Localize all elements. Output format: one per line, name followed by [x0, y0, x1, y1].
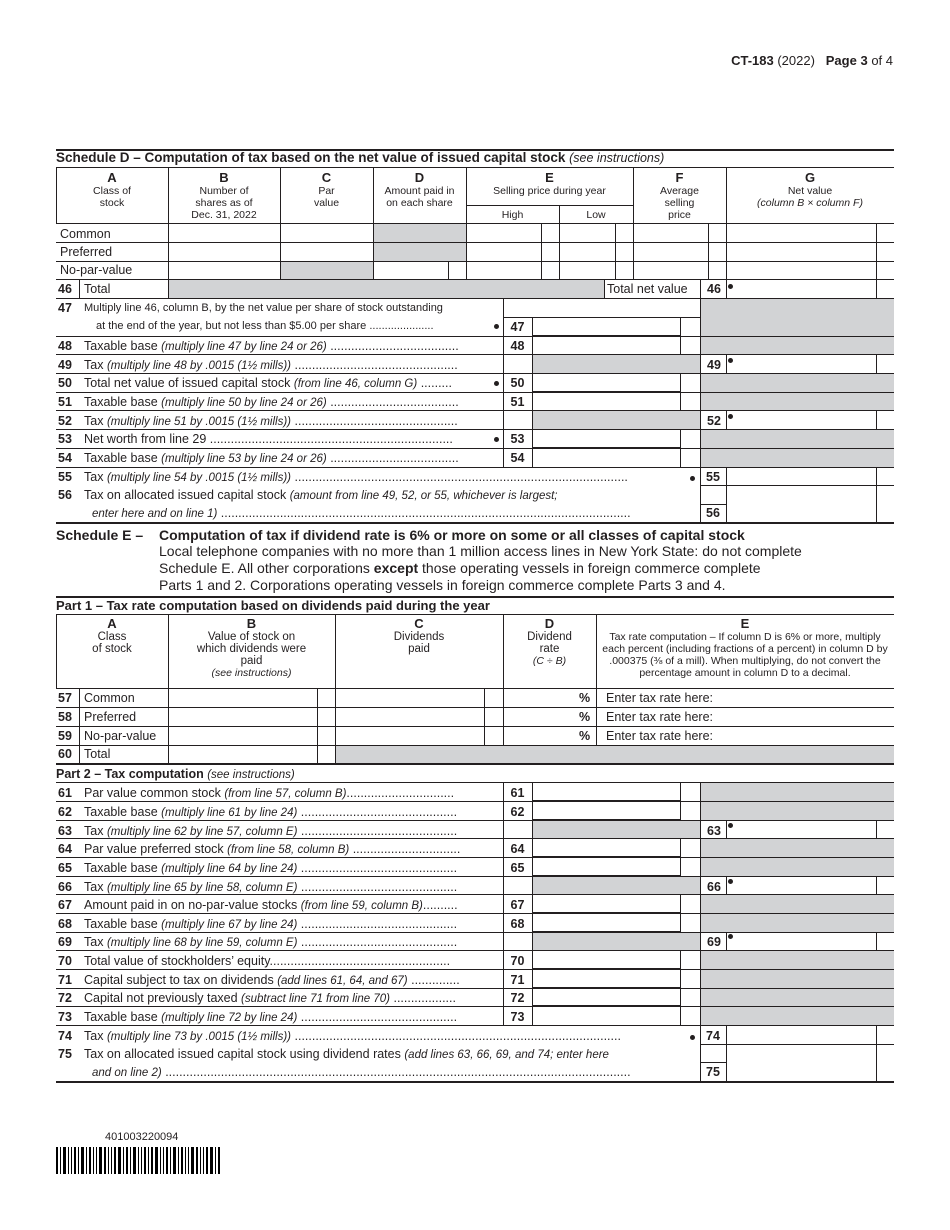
line-51-text: Taxable base (multiply line 50 by line 24 or 26) ..................................... — [84, 395, 459, 409]
line-69-text: Tax (multiply line 68 by line 59, column E) ............................................. — [84, 935, 458, 949]
bullet-icon — [494, 381, 499, 386]
line-56-num: 56 — [58, 488, 72, 502]
line-50-box: 50 — [510, 376, 525, 390]
schedule-e-description: Local telephone companies with no more than 1 million access lines in New York State: do not complete Schedule E. All other corporations except those operating vessels in foreign commerce complete Parts 1 and 2. Corporations operating vessels in foreign commerce complete Parts 3 and 4. — [159, 543, 802, 593]
line-52-box: 52 — [707, 414, 721, 428]
line-64-num: 64 — [58, 842, 72, 856]
line-49-num: 49 — [58, 358, 72, 372]
line-53-num: 53 — [58, 432, 72, 446]
col-g-head: G Net value (column B × column F) — [757, 170, 863, 209]
p1-col-d-head: D Dividend rate (C ÷ B) — [527, 616, 572, 667]
line-69-box: 69 — [707, 935, 721, 949]
line-47-text: Multiply line 46, column B, by the net value per share of stock outstanding — [84, 302, 443, 314]
line-54-field[interactable] — [533, 449, 679, 466]
line-63-box: 63 — [707, 824, 721, 838]
line-74-text: Tax (multiply line 73 by .0015 (1½ mills)) .............................................................................................. — [84, 1029, 621, 1043]
line-74-num: 74 — [58, 1029, 72, 1043]
barcode-number: 401003220094 — [105, 1131, 179, 1143]
line-53-text: Net worth from line 29 ...................................................................... — [84, 432, 453, 446]
line-47-box: 47 — [510, 320, 525, 334]
line-63-text: Tax (multiply line 62 by line 57, column E) ............................................. — [84, 824, 458, 838]
line-64-box: 64 — [510, 842, 525, 856]
schedule-e-label: Schedule E – — [56, 527, 144, 543]
p1-col-b-head: B Value of stock on which dividends were paid (see instructions) — [196, 616, 307, 679]
line-53-field[interactable] — [533, 430, 679, 447]
col-b-head: B Number of shares as of Dec. 31, 2022 — [191, 170, 257, 221]
enter-tax-rate-label: Enter tax rate here: — [606, 710, 714, 724]
line-61-field[interactable] — [533, 783, 679, 800]
row-no-par: No-par-value — [60, 263, 133, 277]
line-66-field[interactable] — [727, 877, 875, 893]
line-57-rate-field[interactable] — [504, 689, 578, 706]
line-72-field[interactable] — [533, 989, 679, 1005]
line-59-tax-rate-field[interactable] — [730, 727, 892, 744]
line-67-num: 67 — [58, 898, 72, 912]
line-66-text: Tax (multiply line 65 by line 58, column E) ............................................. — [84, 880, 458, 894]
line-57-num: 57 — [58, 691, 72, 705]
line-47-num: 47 — [58, 301, 72, 315]
row-common: Common — [60, 227, 111, 241]
schedule-e-title: Computation of tax if dividend rate is 6% or more on some or all classes of capital stock — [159, 527, 745, 543]
col-e-low: Low — [586, 209, 606, 221]
percent-sign: % — [579, 691, 591, 705]
line-75-num: 75 — [58, 1047, 72, 1061]
line-52-num: 52 — [58, 414, 72, 428]
line-75-text: Tax on allocated issued capital stock using dividend rates (add lines 63, 66, 69, and 74; enter here — [84, 1047, 609, 1061]
line-56-field[interactable] — [727, 486, 875, 521]
enter-tax-rate-label: Enter tax rate here: — [606, 691, 714, 705]
line-58-label: Preferred — [84, 710, 137, 724]
line-69-num: 69 — [58, 935, 72, 949]
line-60-label: Total — [84, 747, 111, 761]
line-62-text: Taxable base (multiply line 61 by line 24) ............................................. — [84, 805, 458, 819]
col-f-head: F Average selling price — [660, 170, 699, 221]
line-47-field[interactable] — [533, 318, 679, 335]
enter-tax-rate-label: Enter tax rate here: — [606, 729, 714, 743]
line-66-box: 66 — [707, 880, 721, 894]
line-68-box: 68 — [510, 917, 525, 931]
form-header — [731, 53, 893, 68]
form-id: CT-183 — [731, 53, 774, 68]
line-62-field[interactable] — [533, 802, 679, 819]
col-c-head: C Par value — [313, 170, 340, 209]
common-shares-field[interactable] — [169, 224, 279, 241]
line-49-box: 49 — [707, 358, 721, 372]
line-61-box: 61 — [510, 786, 525, 800]
percent-sign: % — [579, 710, 591, 724]
col-e-head: E Selling price during year — [493, 170, 606, 197]
line-56-text: Tax on allocated issued capital stock (amount from line 49, 52, or 55, whichever is largest; — [84, 488, 558, 502]
line-72-num: 72 — [58, 991, 72, 1005]
line-70-text: Total value of stockholders’ equity.................................................... — [84, 954, 451, 968]
line-74-field[interactable] — [727, 1026, 875, 1043]
line-55-num: 55 — [58, 470, 72, 484]
line-65-num: 65 — [58, 861, 72, 875]
line-56-text2: enter here and on line 1) ...................................................................................................................... — [92, 506, 631, 520]
line-67-field[interactable] — [533, 895, 679, 912]
part1-title: Part 1 – Tax rate computation based on dividends paid during the year — [56, 598, 490, 613]
line-59-label: No-par-value — [84, 729, 157, 743]
line-51-num: 51 — [58, 395, 72, 409]
line-48-num: 48 — [58, 339, 72, 353]
line-70-field[interactable] — [533, 951, 679, 968]
line-75-text2: and on line 2) ...................................................................................................................................... — [92, 1065, 631, 1079]
line-69-field[interactable] — [727, 933, 875, 949]
line-67-box: 67 — [510, 898, 525, 912]
line-46-label: Total — [84, 282, 111, 296]
p1-col-e-head: E Tax rate computation – If column D is 6% or more, multiply each percent (including fractions of a percent) in column D by .000375 (⅜ of a mill). When multiplying, do not convert the percentage amount in column D to a decimal. — [602, 616, 888, 679]
line-57-value-field[interactable] — [169, 689, 316, 706]
col-a-head: A Class of stock — [93, 170, 131, 209]
line-46-box: 46 — [707, 282, 721, 296]
line-72-box: 72 — [510, 991, 525, 1005]
line-60-num: 60 — [58, 747, 72, 761]
row-preferred: Preferred — [60, 245, 113, 259]
line-73-box: 73 — [510, 1010, 525, 1024]
line-58-rate-field[interactable] — [504, 708, 578, 725]
line-68-field[interactable] — [533, 914, 679, 931]
line-70-num: 70 — [58, 954, 72, 968]
divider — [56, 167, 894, 168]
line-57-label: Common — [84, 691, 135, 705]
line-59-num: 59 — [58, 729, 72, 743]
line-52-field[interactable] — [727, 411, 875, 428]
bullet-icon — [494, 437, 499, 442]
line-59-value-field[interactable] — [169, 727, 316, 744]
line-75-box: 75 — [706, 1065, 720, 1079]
line-71-text: Capital subject to tax on dividends (add lines 61, 64, and 67) .............. — [84, 973, 460, 987]
line-54-num: 54 — [58, 451, 72, 465]
line-47-text2: at the end of the year, but not less than $5.00 per share ..................... — [96, 320, 434, 332]
line-68-text: Taxable base (multiply line 67 by line 24) ............................................. — [84, 917, 458, 931]
line-54-text: Taxable base (multiply line 53 by line 24 or 26) ..................................... — [84, 451, 459, 465]
preferred-net-value-field[interactable] — [727, 243, 875, 260]
line-51-field[interactable] — [533, 393, 679, 410]
line-71-field[interactable] — [533, 970, 679, 987]
bullet-icon — [494, 324, 499, 329]
line-73-field[interactable] — [533, 1007, 679, 1024]
line-65-field[interactable] — [533, 858, 679, 875]
line-61-num: 61 — [58, 786, 72, 800]
line-73-text: Taxable base (multiply line 72 by line 24) ............................................. — [84, 1010, 458, 1024]
percent-sign: % — [579, 729, 591, 743]
line-50-field[interactable] — [533, 374, 679, 391]
line-46-field[interactable] — [734, 280, 874, 297]
bullet-icon — [728, 284, 733, 289]
line-50-text: Total net value of issued capital stock (from line 46, column G) ......... — [84, 376, 452, 390]
part2-title: Part 2 – Tax computation (see instructions) — [56, 767, 295, 781]
line-70-box: 70 — [510, 954, 525, 968]
line-60-total-field[interactable] — [169, 746, 316, 762]
col-e-high: High — [501, 209, 524, 221]
common-net-value-field[interactable] — [727, 224, 875, 241]
line-58-value-field[interactable] — [169, 708, 316, 725]
line-58-num: 58 — [58, 710, 72, 724]
line-59-rate-field[interactable] — [504, 727, 578, 744]
shaded-cell — [169, 280, 604, 298]
line-62-box: 62 — [510, 805, 525, 819]
barcode — [56, 1147, 222, 1174]
line-48-box: 48 — [510, 339, 525, 353]
p1-col-a-head: A Class of stock — [92, 616, 132, 655]
line-64-text: Par value preferred stock (from line 58, column B) ............................... — [84, 842, 461, 856]
line-74-box: 74 — [706, 1029, 720, 1043]
line-68-num: 68 — [58, 917, 72, 931]
schedule-d-title: Schedule D – Computation of tax based on the net value of issued capital stock (see instructions) — [56, 150, 665, 165]
no-par-shares-field[interactable] — [169, 262, 279, 279]
line-57-tax-rate-field[interactable] — [730, 689, 892, 706]
line-75-field[interactable] — [727, 1045, 875, 1080]
line-63-field[interactable] — [727, 821, 875, 837]
line-65-box: 65 — [510, 861, 525, 875]
line-59-dividends-field[interactable] — [336, 727, 483, 744]
bullet-icon — [690, 1035, 695, 1040]
divider — [56, 149, 894, 151]
line-51-box: 51 — [510, 395, 525, 409]
line-56-box: 56 — [706, 506, 720, 520]
line-54-box: 54 — [510, 451, 525, 465]
line-48-text: Taxable base (multiply line 47 by line 24 or 26) ..................................... — [84, 339, 459, 353]
line-73-num: 73 — [58, 1010, 72, 1024]
line-63-num: 63 — [58, 824, 72, 838]
line-72-text: Capital not previously taxed (subtract line 71 from line 70) .................. — [84, 991, 456, 1005]
line-55-field[interactable] — [727, 468, 875, 485]
p1-col-c-head: C Dividends paid — [393, 616, 445, 655]
line-58-dividends-field[interactable] — [336, 708, 483, 725]
line-49-text: Tax (multiply line 48 by .0015 (1½ mills)) ............................................... — [84, 358, 458, 372]
page-label: Page 3 — [825, 53, 868, 68]
line-48-field[interactable] — [533, 337, 679, 354]
line-65-text: Taxable base (multiply line 64 by line 24) ............................................. — [84, 861, 458, 875]
line-55-box: 55 — [706, 470, 720, 484]
no-par-net-value-field[interactable] — [727, 262, 875, 279]
bullet-icon — [690, 476, 695, 481]
line-46-num: 46 — [58, 282, 72, 296]
preferred-shares-field[interactable] — [169, 243, 279, 260]
line-62-num: 62 — [58, 805, 72, 819]
total-net-value-label: Total net value — [607, 282, 688, 296]
line-57-dividends-field[interactable] — [336, 689, 483, 706]
line-55-text: Tax (multiply line 54 by .0015 (1½ mills)) ................................................................................................ — [84, 470, 628, 484]
page-of: of 4 — [871, 53, 893, 68]
line-52-text: Tax (multiply line 51 by .0015 (1½ mills)) ............................................... — [84, 414, 458, 428]
line-67-text: Amount paid in on no-par-value stocks (from line 59, column B).......... — [84, 898, 458, 912]
line-64-field[interactable] — [533, 839, 679, 856]
line-66-num: 66 — [58, 880, 72, 894]
form-year: (2022) — [777, 53, 815, 68]
line-49-field[interactable] — [727, 355, 875, 372]
line-71-box: 71 — [510, 973, 525, 987]
line-61-text: Par value common stock (from line 57, column B)............................... — [84, 786, 455, 800]
line-71-num: 71 — [58, 973, 72, 987]
line-58-tax-rate-field[interactable] — [730, 708, 892, 725]
line-50-num: 50 — [58, 376, 72, 390]
col-d-head: D Amount paid in on each share — [384, 170, 455, 209]
line-53-box: 53 — [510, 432, 525, 446]
